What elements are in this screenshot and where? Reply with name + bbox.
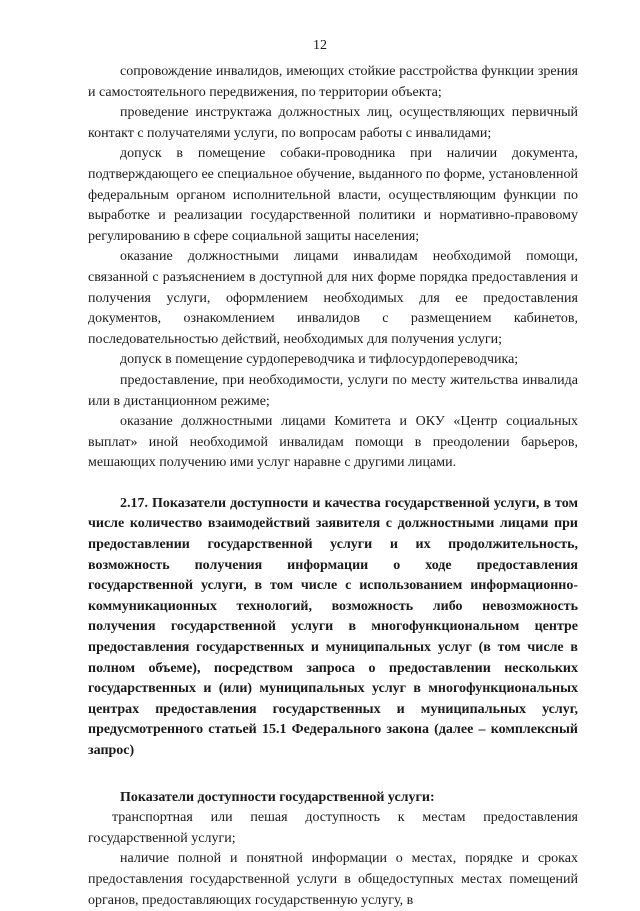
paragraph-interpreter: допуск в помещение сурдопереводчика и тифлосурдопереводчика; [120, 352, 519, 368]
paragraph-transport-access: транспортная или пешая доступность к местам предоставления государственной услуги; [88, 810, 578, 846]
paragraph-guide-dog: допуск в помещение собаки-проводника при наличии документа, подтверждающего ее специальное обучение, выданного по форме, установленной федеральным органом исполнительной власти, осуществляющим функции по выработке и реализации государственной политики и нормативно-правовому регулированию в сфере социальной защиты населения; [88, 146, 578, 244]
paragraph-assistance: оказание должностными лицами инвалидам необходимой помощи, связанной с разъяснением в доступной для них форме порядка предоставления и получения услуги, оформлением необходимых для ее предоставления документов, ознакомлением инвалидов с размещением кабинетов, последовательностью действий, необходимых для получения услуги; [88, 249, 578, 347]
document-body [88, 62, 578, 911]
paragraph-committee-help: оказание должностными лицами Комитета и ОКУ «Центр социальных выплат» иной необходимой инвалидам помощи в преодолении барьеров, мешающих получению ими услуг наравне с другими лицами. [88, 414, 578, 471]
section-heading-2-17: 2.17. Показатели доступности и качества государственной услуги, в том числе количество взаимодействий заявителя с должностными лицами при предоставлении государственной услуги и их продолжительность, возможность получения информации о ходе предоставления государственной услуги, в том числе с использованием информационно-коммуникационных технологий, возможность либо невозможность получения государственной услуги в многофункциональном центре предоставления государственных и муниципальных услуг (в том числе в полном объеме), посредством запроса о предоставлении нескольких государственных и (или) муниципальных услуг в многофункциональных центрах предоставления государственных и муниципальных услуг, предусмотренного статьей 15.1 Федерального закона (далее – комплексный запрос) [88, 495, 578, 758]
subsection-heading-accessibility: Показатели доступности государственной услуги: [120, 789, 435, 805]
page-number: 12 [313, 38, 327, 53]
paragraph-escort: сопровождение инвалидов, имеющих стойкие расстройства функции зрения и самостоятельного передвижения, по территории объекта; [88, 64, 578, 100]
paragraph-remote-service: предоставление, при необходимости, услуги по месту жительства инвалида или в дистанционном режиме; [88, 372, 578, 409]
paragraph-briefing: проведение инструктажа должностных лиц, осуществляющих первичный контакт с получателями услуги, по вопросам работы с инвалидами; [88, 105, 578, 141]
paragraph-information-availability: наличие полной и понятной информации о местах, порядке и сроках предоставления государственной услуги в общедоступных местах помещений органов, предоставляющих государственную услугу, в [88, 851, 578, 908]
